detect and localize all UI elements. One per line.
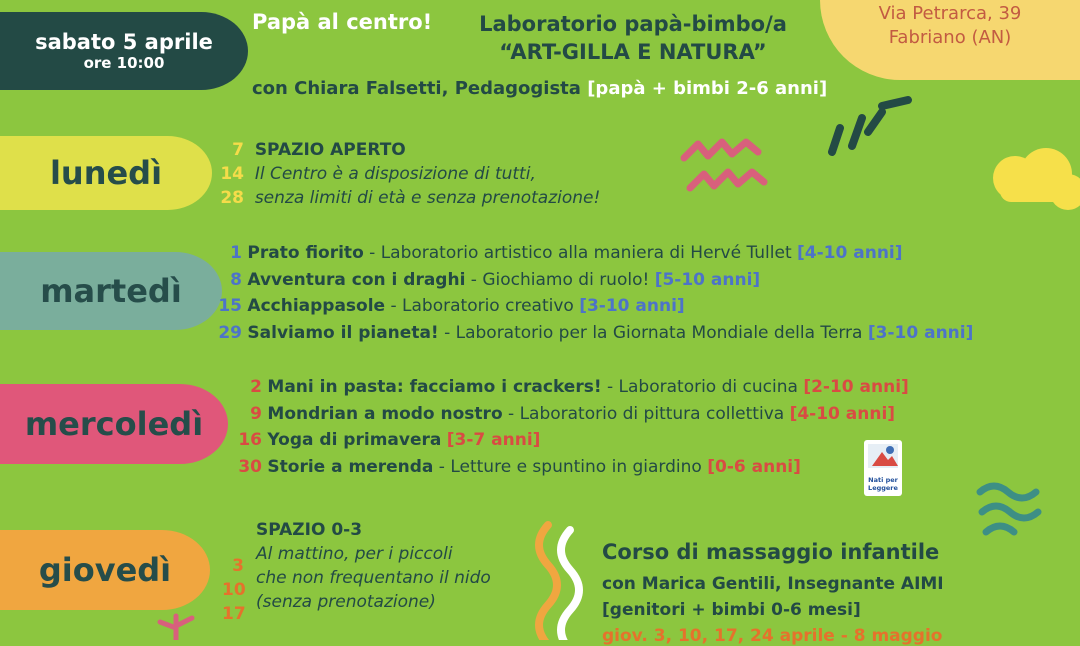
zigzag-icon: [684, 142, 764, 188]
logo-illustration-icon: [864, 440, 902, 472]
day-pill-tuesday: martedì: [0, 252, 222, 330]
thursday-date: 17: [222, 604, 246, 624]
thursday-dates: [222, 530, 244, 626]
monday-date: 28: [220, 188, 244, 208]
event-audience: [papà + bimbi 2-6 anni]: [587, 78, 828, 99]
address-badge: [820, 0, 1080, 80]
thursday-block: [256, 518, 491, 614]
list-item: 9 Mondrian a modo nostro - Laboratorio di pittura collettiva [4-10 anni]: [250, 403, 896, 424]
event-title-part2: [458, 10, 808, 66]
strokes-icon: [832, 100, 908, 152]
massage-audience: [genitori + bimbi 0-6 mesi]: [602, 600, 861, 620]
address-street: Via Petrarca, 39: [878, 3, 1022, 24]
tuesday-block: [216, 240, 973, 346]
event-host: con Chiara Falsetti, Pedagogista: [252, 78, 581, 99]
list-item: 29 Salviamo il pianeta! - Laboratorio per la Giornata Mondiale della Terra [3-10 anni]: [218, 322, 974, 343]
monday-date: 7: [232, 140, 244, 160]
list-item: 8 Avventura con i draghi - Giochiamo di ruolo! [5-10 anni]: [230, 269, 761, 290]
list-item: 2 Mani in pasta: facciamo i crackers! - Laboratorio di cucina [2-10 anni]: [250, 377, 909, 397]
monday-block: [216, 138, 600, 210]
thursday-desc-line2: che non frequentano il nido: [256, 568, 491, 588]
thursday-date: 10: [222, 580, 246, 600]
wave-white-icon: [561, 530, 579, 640]
thursday-date: 3: [232, 556, 244, 576]
address-city: Fabriano (AN): [888, 27, 1012, 48]
day-pill-monday: lunedì: [0, 136, 212, 210]
wednesday-block: [236, 374, 909, 480]
monday-desc-line1: Il Centro è a disposizione di tutti,: [254, 164, 536, 184]
monday-date: 14: [220, 164, 244, 184]
wave-orange-icon: [539, 525, 557, 640]
day-pill-wednesday: mercoledì: [0, 384, 228, 464]
saturday-date: sabato 5 aprile: [35, 30, 213, 54]
event-title-line1: Laboratorio papà-bimbo/a: [479, 12, 787, 36]
saturday-date-pill: [0, 12, 248, 90]
list-item: 30 Storie a merenda - Letture e spuntino in giardino [0-6 anni]: [238, 456, 801, 477]
nati-per-leggere-logo: [864, 440, 902, 496]
list-item: 1 Prato fiorito - Laboratorio artistico alla maniera di Hervé Tullet [4-10 anni]: [230, 243, 903, 263]
event-title-line2: “ART-GILLA E NATURA”: [499, 40, 767, 64]
saturday-time: ore 10:00: [83, 54, 165, 72]
massage-title: Corso di massaggio infantile: [602, 540, 940, 564]
list-item: 16 Yoga di primavera [3-7 anni]: [238, 430, 541, 450]
monday-title: SPAZIO APERTO: [254, 140, 406, 160]
thursday-desc-line3: (senza prenotazione): [256, 592, 436, 612]
massage-dates: giov. 3, 10, 17, 24 aprile - 8 maggio: [602, 626, 943, 646]
day-pill-thursday: giovedì: [0, 530, 210, 610]
squiggle-icon: [980, 486, 1038, 532]
sprig-icon: [160, 616, 192, 640]
thursday-desc-line1: Al mattino, per i piccoli: [256, 544, 453, 564]
massage-host: con Marica Gentili, Insegnante AIMI: [602, 574, 944, 594]
event-title-part1: Papà al centro!: [252, 10, 433, 34]
thursday-title: SPAZIO 0-3: [256, 520, 363, 540]
monday-desc-line2: senza limiti di età e senza prenotazione!: [254, 188, 601, 208]
event-subtitle: [252, 78, 827, 99]
list-item: 15 Acchiappasole - Laboratorio creativo [3-10 anni]: [218, 296, 685, 316]
logo-text: Nati per Leggere: [868, 476, 898, 492]
cloud-icon: [993, 148, 1080, 210]
